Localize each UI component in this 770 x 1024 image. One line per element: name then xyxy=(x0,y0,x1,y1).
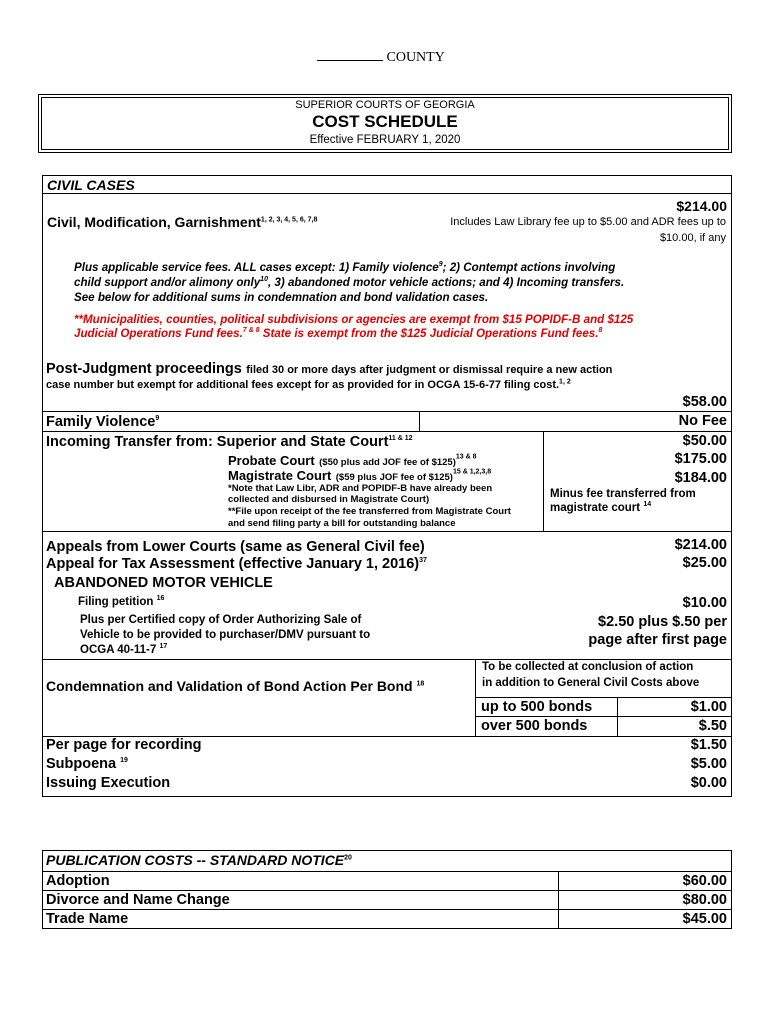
transfer-note-b-1: **File upon receipt of the fee transferred from Magistrate Court xyxy=(228,506,511,517)
main-case-fee: $214.00 xyxy=(676,198,727,214)
appeals-label: Appeals from Lower Courts (same as General Civil fee) xyxy=(46,539,425,555)
certified-copy-fee-1: $2.50 plus $.50 per xyxy=(598,614,727,630)
publication-col-divider xyxy=(558,871,559,929)
condemnation-label: Condemnation and Validation of Bond Action Per Bond $^{18}$ xyxy=(46,678,425,694)
county-line xyxy=(317,48,445,66)
civil-cases-heading: CIVIL CASES xyxy=(47,177,135,193)
bonds-row-1-fee: $1.00 xyxy=(690,699,727,715)
publication-row-1-fee: $60.00 xyxy=(682,873,727,889)
collected-bottom-rule xyxy=(475,697,732,698)
transfer-col-divider xyxy=(543,431,544,531)
family-violence-col-divider xyxy=(419,411,420,431)
transfer-note-b-2: and send filing party a bill for outstanding balance xyxy=(228,518,456,529)
bonds-row-2-fee: $.50 xyxy=(698,718,727,734)
page-title: COST SCHEDULE xyxy=(312,112,458,131)
service-fees-line-2: child support and/or alimony only$^{10}$, 3) abandoned motor vehicle actions; and 4) Incoming transfers. xyxy=(74,276,625,289)
certified-copy-fee-2: page after first page xyxy=(588,632,727,648)
transfer-note-a-1: *Note that Law Libr, ADR and POPIDF-B have already been xyxy=(228,483,493,494)
tax-appeal-fee: $25.00 xyxy=(682,555,727,571)
filing-petition-fee: $10.00 xyxy=(682,595,727,611)
certified-copy-line-1: Plus per Certified copy of Order Authorizing Sale of xyxy=(80,614,362,626)
publication-row-1-label: Adoption xyxy=(46,873,110,889)
subpoena-label: Subpoena $^{19}$ xyxy=(46,756,128,772)
recording-fee: $1.50 xyxy=(690,737,727,753)
effective-date: Effective FEBRUARY 1, 2020 xyxy=(309,134,461,146)
family-violence-bottom-rule xyxy=(42,431,732,432)
publication-heading-rule xyxy=(42,871,732,872)
certified-copy-line-2: Vehicle to be provided to purchaser/DMV pursuant to xyxy=(80,629,371,641)
amv-heading: ABANDONED MOTOR VEHICLE xyxy=(54,575,273,591)
collected-note-1: To be collected at conclusion of action xyxy=(482,661,694,673)
bonds-row-2-label: over 500 bonds xyxy=(481,718,588,734)
post-judgment-line-1: Post-Judgment proceedings filed 30 or more days after judgment or dismissal require a new action xyxy=(46,361,613,377)
family-violence-label: Family Violence$^9$ xyxy=(46,414,160,430)
filing-petition-label: Filing petition $^{16}$ xyxy=(78,595,165,608)
probate-court-fee: $175.00 xyxy=(674,451,727,467)
civil-heading-divider xyxy=(42,193,732,194)
family-violence-fee: No Fee xyxy=(678,413,727,429)
publication-row-2-label: Divorce and Name Change xyxy=(46,892,230,908)
publication-row-3-label: Trade Name xyxy=(46,911,129,927)
transfer-note-a-2: collected and disbursed in Magistrate Court) xyxy=(228,494,430,505)
service-fees-line-3: See below for additional sums in condemnation and bond validation cases. xyxy=(74,291,489,304)
condemnation-top-rule xyxy=(42,659,732,660)
court-name: SUPERIOR COURTS OF GEORGIA xyxy=(295,99,475,111)
transfer-bottom-rule xyxy=(42,531,732,532)
post-judgment-fee: $58.00 xyxy=(682,394,727,410)
publication-row-2-fee: $80.00 xyxy=(682,892,727,908)
publication-row-rule-2 xyxy=(42,909,732,910)
execution-label: Issuing Execution xyxy=(46,775,171,791)
publication-row-3-fee: $45.00 xyxy=(682,911,727,927)
appeals-fee: $214.00 xyxy=(674,537,727,553)
certified-copy-line-3: OCGA 40-11-7 $^{17}$ xyxy=(80,643,168,656)
post-judgment-line-2: case number but exempt for additional fees except for as provided for in OCGA 15-6-77 filing cost.$^{1, 2}$ xyxy=(46,378,571,391)
post-judgment-label: Post-Judgment proceedings xyxy=(46,361,242,377)
minus-fee-note-1: Minus fee transferred from xyxy=(550,488,696,500)
execution-fee: $0.00 xyxy=(690,775,727,791)
fee-note-1: Includes Law Library fee up to $5.00 and ADR fees up to xyxy=(450,216,726,228)
collected-note-2: in addition to General Civil Costs above xyxy=(482,677,700,689)
incoming-transfer-label: Incoming Transfer from: Superior and State Court$^{11 \& 12}$ xyxy=(46,434,413,450)
family-violence-top-rule xyxy=(42,411,732,412)
bonds-row-1-label: up to 500 bonds xyxy=(481,699,593,715)
bonds-row-rule xyxy=(475,716,732,717)
service-fees-line-1: Plus applicable service fees. ALL cases except: 1) Family violence$^9$; 2) Contempt actions involving xyxy=(74,261,616,274)
main-case-label: Civil, Modification, Garnishment$^{1, 2, 3, 4, 5, 6, 7,8}$ xyxy=(47,214,318,230)
tax-appeal-label: Appeal for Tax Assessment (effective January 1, 2016)$^{37}$ xyxy=(46,556,427,572)
magistrate-court-fee: $184.00 xyxy=(674,470,727,486)
incoming-transfer-fee: $50.00 xyxy=(682,433,727,449)
publication-row-rule-1 xyxy=(42,890,732,891)
minus-fee-note-2: magistrate court $^{14}$ xyxy=(550,501,652,514)
exemption-note-1: **Municipalities, counties, political subdivisions or agencies are exempt from $15 POPIDF-B and $125 xyxy=(74,313,634,326)
subpoena-fee: $5.00 xyxy=(690,756,727,772)
exemption-note-2: Judicial Operations Fund fees.$^{7 \& 8}$ State is exempt from the $125 Judicial Operations Fund fees.$^8$ xyxy=(74,327,603,340)
fee-note-2: $10.00, if any xyxy=(659,232,726,244)
magistrate-court-row: Magistrate Court ($59 plus JOF fee of $125)$^{15 \& 1,2,3,8}$ xyxy=(228,468,492,483)
recording-label: Per page for recording xyxy=(46,737,202,753)
bonds-col-divider xyxy=(617,697,618,736)
publication-heading: PUBLICATION COSTS -- STANDARD NOTICE$^{20}$ xyxy=(46,852,352,868)
county-label: COUNTY xyxy=(386,50,445,65)
probate-court-row: Probate Court ($50 plus add JOF fee of $125)$^{13 \& 8}$ xyxy=(228,453,477,468)
